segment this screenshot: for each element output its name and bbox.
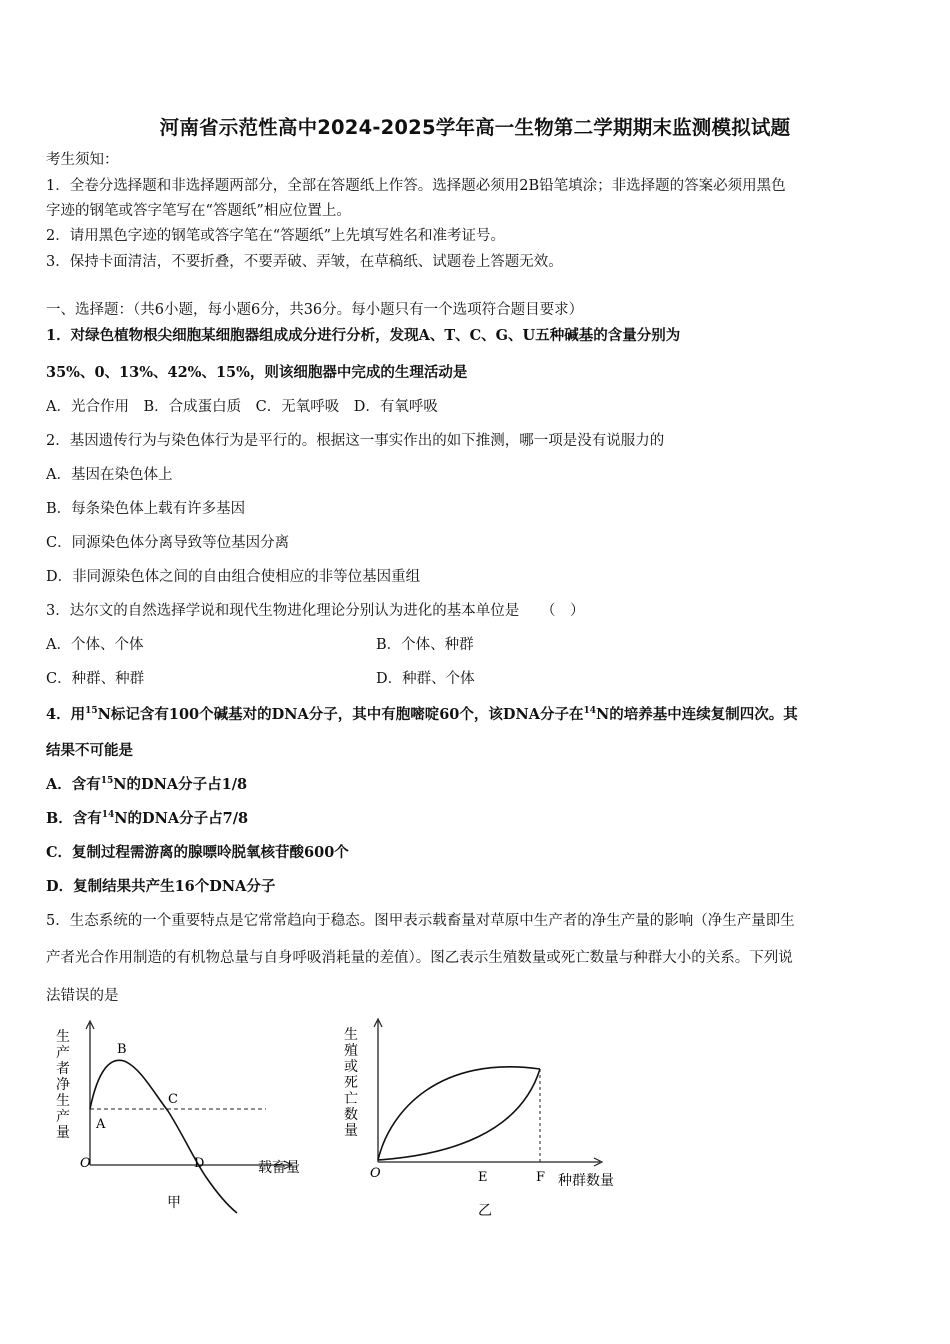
q2-option-a: A．基因在染色体上 (46, 467, 173, 483)
q2-option-b: B．每条染色体上载有许多基因 (46, 501, 246, 517)
section-heading: 一、选择题：（共6小题，每小题6分，共36分。每小题只有一个选项符合题目要求） (46, 302, 584, 318)
q4-option-part: N的DNA分子占7/8 (114, 810, 249, 827)
notice-item: 1．全卷分选择题和非选择题两部分，全部在答题纸上作答。选择题必须用2B铅笔填涂；非选择题的答案必须用黑色 (46, 178, 786, 194)
point-label-b: B (117, 1042, 127, 1057)
q1-stem: 1．对绿色植物根尖细胞某细胞器组成成分进行分析，发现A、T、C、G、U五种碱基的含量分别为 (46, 327, 681, 344)
net-production-curve (90, 1060, 237, 1213)
q4-stem-part: 4．用 (46, 706, 86, 723)
page-title: 河南省示范性高中2024-2025学年高一生物第二学期期末监测模拟试题 (159, 116, 791, 139)
ylabel-char: 死 (344, 1075, 358, 1091)
q1-stem-cont: 35%、0、13%、42%、15%，则该细胞器中完成的生理活动是 (46, 364, 468, 381)
q3-stem: 3．达尔文的自然选择学说和现代生物进化理论分别认为进化的基本单位是 （ ） (46, 603, 585, 619)
q4-option-part: A．含有 (46, 776, 101, 793)
ylabel-char: 生 (344, 1027, 358, 1043)
q3-option-c: C．种群、种群 (46, 671, 145, 687)
ylabel-char: 量 (56, 1125, 70, 1141)
point-label-f: F (536, 1170, 546, 1185)
isotope-sup: 14 (583, 706, 597, 716)
xlabel: 载畜量 (258, 1160, 300, 1176)
ylabel-char: 数 (344, 1107, 358, 1123)
q4-stem-cont: 结果不可能是 (46, 742, 133, 759)
point-label-e: E (478, 1170, 488, 1185)
xlabel: 种群数量 (558, 1173, 614, 1189)
chart-title: 甲 (167, 1195, 181, 1211)
q2-option-d: D．非同源染色体之间的自由组合使相应的非等位基因重组 (46, 569, 421, 585)
notice-heading: 考生须知： (46, 152, 119, 168)
origin-label: O (80, 1156, 91, 1171)
ylabel-char: 净 (56, 1077, 70, 1093)
q4-option-c: C．复制过程需游离的腺嘌呤脱氧核苷酸600个 (46, 844, 349, 861)
q4-option-part: B．含有 (46, 810, 102, 827)
q3-option-b: B．个体、种群 (376, 637, 474, 653)
point-label-a: A (96, 1117, 106, 1132)
q2-stem: 2．基因遗传行为与染色体行为是平行的。根据这一事实作出的如下推测，哪一项是没有说服力的 (46, 433, 665, 449)
q4-option-a (46, 775, 247, 795)
q3-option-a: A．个体、个体 (46, 637, 144, 653)
q4-stem (46, 705, 798, 725)
q4-stem-part: N的培养基中连续复制四次。其 (596, 706, 798, 723)
q3-option-d: D．种群、个体 (376, 671, 475, 687)
ylabel-char: 量 (344, 1123, 358, 1139)
ylabel-char: 或 (344, 1059, 358, 1075)
chart-title: 乙 (478, 1203, 492, 1219)
point-label-d: D (194, 1156, 205, 1171)
notice-item: 字迹的钢笔或答字笔写在“答题纸”相应位置上。 (46, 203, 351, 219)
chart-yi (330, 1015, 640, 1225)
death-curve (378, 1069, 540, 1160)
q2-option-c: C．同源染色体分离导致等位基因分离 (46, 535, 290, 551)
ylabel-char: 生 (56, 1029, 70, 1045)
point-label-c: C (168, 1092, 178, 1107)
q4-stem-part: N标记含有100个碱基对的DNA分子，其中有胞嘧啶60个，该DNA分子在 (97, 706, 584, 723)
ylabel-char: 者 (56, 1061, 70, 1077)
ylabel-char: 产 (56, 1109, 70, 1125)
origin-label: O (370, 1166, 381, 1181)
notice-item: 2．请用黑色字迹的钢笔或答字笔在“答题纸”上先填写姓名和准考证号。 (46, 228, 506, 244)
birth-curve (378, 1067, 540, 1160)
q5-stem-cont: 法错误的是 (46, 988, 119, 1004)
ylabel-char: 亡 (344, 1091, 358, 1107)
q5-stem: 5．生态系统的一个重要特点是它常常趋向于稳态。图甲表示载畜量对草原中生产者的净生产量的影响（净生产量即生 (46, 913, 795, 929)
q4-option-d: D．复制结果共产生16个DNA分子 (46, 878, 276, 895)
ylabel-char: 产 (56, 1045, 70, 1061)
isotope-sup: 15 (85, 706, 98, 716)
ylabel-char: 生 (56, 1093, 70, 1109)
chart-jia (40, 1015, 330, 1225)
ylabel-char: 殖 (344, 1043, 358, 1059)
q5-stem-cont: 产者光合作用制造的有机物总量与自身呼吸消耗量的差值）。图乙表示生殖数量或死亡数量与种群大小的关系。下列说 (46, 950, 793, 966)
q4-option-part: N的DNA分子占1/8 (113, 776, 248, 793)
notice-item: 3．保持卡面清洁，不要折叠，不要弄破、弄皱，在草稿纸、试题卷上答题无效。 (46, 254, 563, 270)
q1-options: A．光合作用 B．合成蛋白质 C．无氧呼吸 D．有氧呼吸 (46, 399, 438, 415)
q4-option-b (46, 809, 248, 829)
isotope-sup: 15 (100, 776, 114, 786)
isotope-sup: 14 (101, 810, 115, 820)
